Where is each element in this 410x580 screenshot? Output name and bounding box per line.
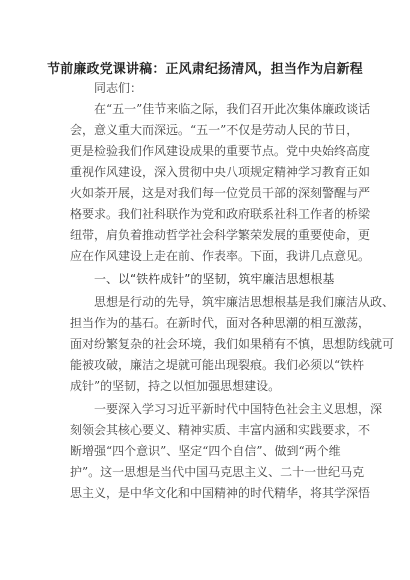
body-line: 思想是行动的先导，筑牢廉洁思想根基是我们廉洁从政、 bbox=[94, 295, 395, 309]
body-line: 火如荼开展，这是对我们每一位党员干部的深刻警醒与严 bbox=[70, 186, 371, 200]
body-line: 格要求。我们社科联作为党和政府联系社科工作者的桥梁 bbox=[70, 207, 371, 221]
body-line: 应在作风建设上走在前、作表率。下面，我讲几点意见。 bbox=[70, 249, 371, 263]
body-line: 断增强“四个意识”、坚定“四个自信”、做到“两个维 bbox=[70, 444, 341, 458]
body-line: 成针”的坚韧，持之以恒加强思想建设。 bbox=[70, 379, 281, 393]
body-line: 会，意义重大而深远。“五一”不仅是劳动人民的节日， bbox=[70, 123, 359, 137]
body-line: 能被攻破，廉洁之堤就可能出现裂痕。我们必须以“铁杵 bbox=[70, 358, 365, 372]
body-line: 面对纷繁复杂的社会环境，我们如果稍有不慎，思想防线就可 bbox=[70, 337, 395, 351]
salutation-line: 同志们： bbox=[94, 81, 143, 95]
document-title: 节前廉政党课讲稿：正风肃纪扬清风，担当作为启新程 bbox=[47, 62, 363, 77]
body-line: 更是检验我们作风建设成果的重要节点。党中央始终高度 bbox=[70, 144, 371, 158]
section-heading: 一、以“铁杵成针”的坚韧，筑牢廉洁思想根基 bbox=[94, 272, 335, 286]
body-line: 纽带，肩负着推动哲学社会科学繁荣发展的重要使命，更 bbox=[70, 228, 371, 242]
body-line: 刻领会其核心要义、精神实质、丰富内涵和实践要求，不 bbox=[70, 423, 371, 437]
body-line: 一要深入学习习近平新时代中国特色社会主义思想，深 bbox=[94, 402, 383, 416]
body-line: 护”。这一思想是当代中国马克思主义、二十一世纪马克 bbox=[70, 465, 365, 479]
body-line: 在“五一”佳节来临之际，我们召开此次集体廉政谈话 bbox=[94, 102, 371, 116]
body-line: 重视作风建设，深入贯彻中央八项规定精神学习教育正如 bbox=[70, 165, 371, 179]
body-line: 思主义，是中华文化和中国精神的时代精华，将其学深悟 bbox=[70, 486, 371, 500]
body-line: 担当作为的基石。在新时代，面对各种思潮的相互激荡， bbox=[70, 316, 371, 330]
